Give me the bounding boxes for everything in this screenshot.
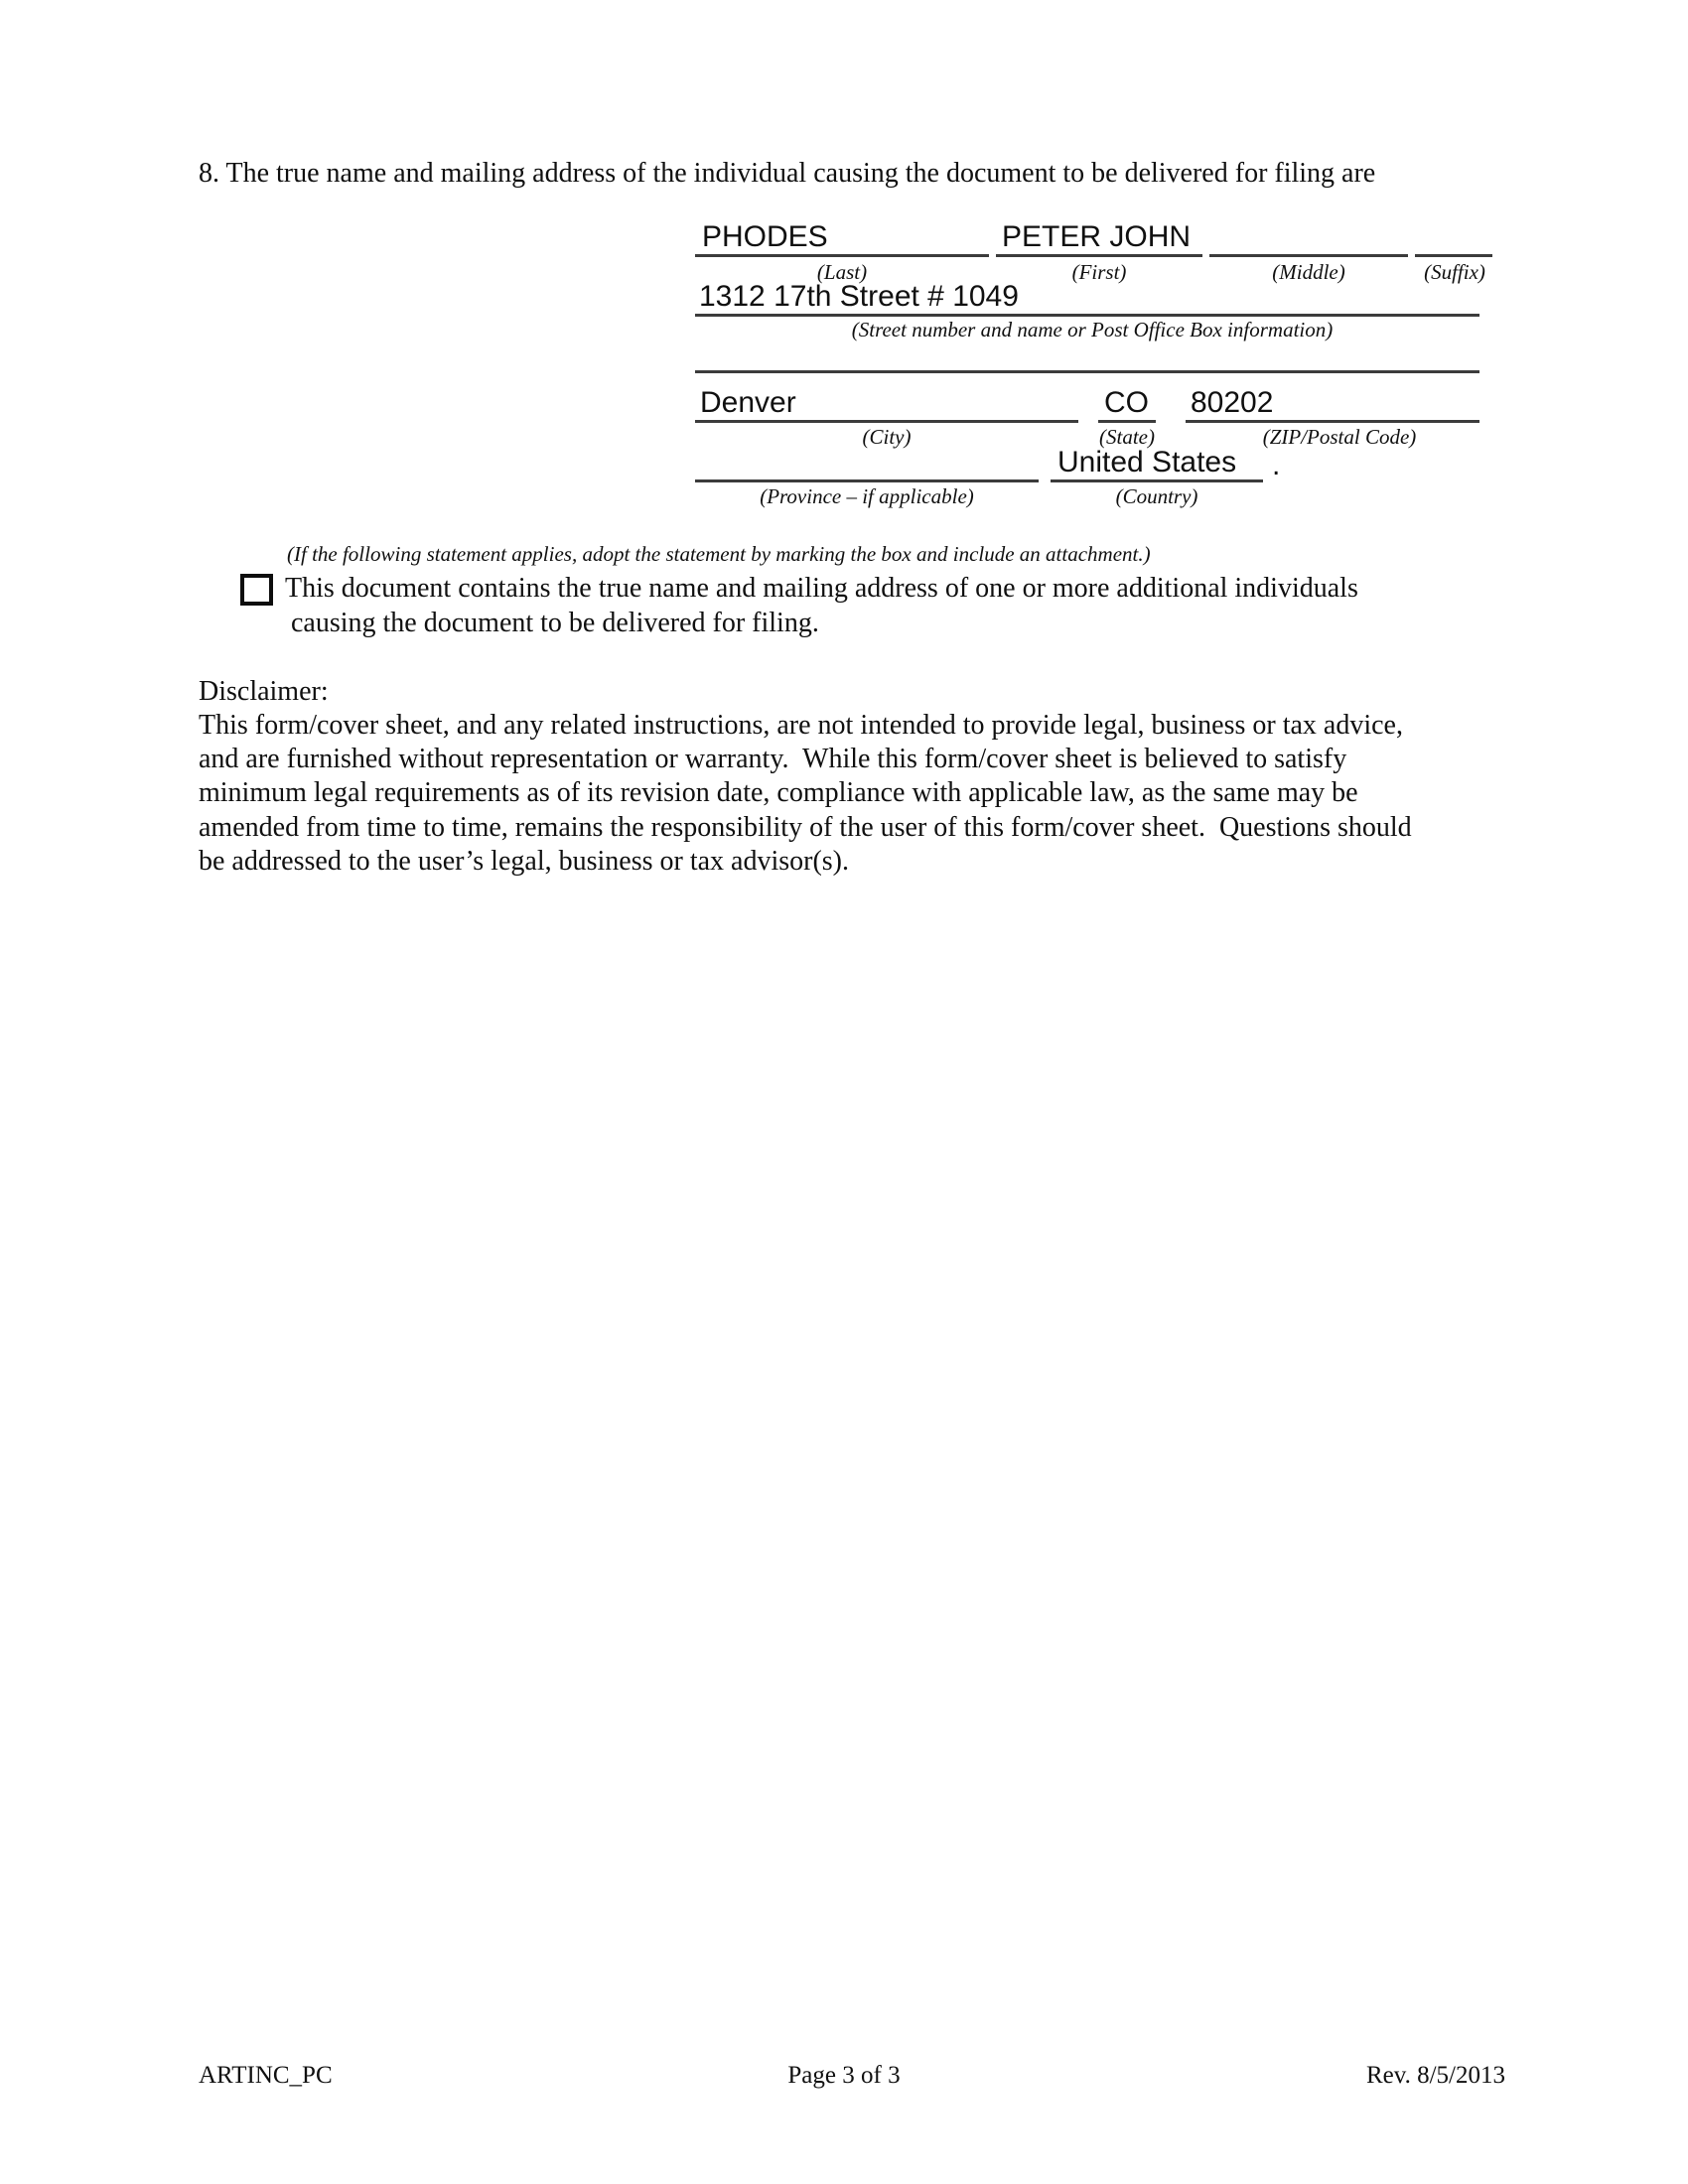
- disclaimer-line: and are furnished without representation or warranty. While this form/cover sheet is believed to satisfy: [199, 744, 1347, 775]
- disclaimer-line: minimum legal requirements as of its revision date, compliance with applicable law, as the same may be: [199, 777, 1358, 809]
- state-caption: (State): [1099, 425, 1155, 449]
- street-address2-field: [695, 329, 1479, 373]
- country-value: United States: [1057, 446, 1237, 478]
- city-field: [695, 378, 1078, 423]
- first-name-caption: (First): [1071, 260, 1127, 284]
- city-caption: (City): [862, 425, 912, 449]
- province-field: [695, 438, 1039, 482]
- zip-field: [1186, 378, 1479, 423]
- disclaimer-line: This form/cover sheet, and any related instructions, are not intended to provide legal, business or tax advice,: [199, 710, 1403, 741]
- item8-heading: 8. The true name and mailing address of the individual causing the document to be delivered for filing are: [199, 158, 1376, 189]
- disclaimer-line: amended from time to time, remains the responsibility of the user of this form/cover sheet. Questions should: [199, 811, 1412, 843]
- suffix-field: [1415, 212, 1492, 257]
- zip-caption: (ZIP/Postal Code): [1262, 425, 1417, 449]
- city-value: Denver: [700, 386, 796, 419]
- attachment-instruction: (If the following statement applies, adopt the statement by marking the box and include an attachment.): [287, 542, 1151, 566]
- additional-individuals-checkbox[interactable]: [240, 574, 273, 606]
- country-period: .: [1272, 449, 1281, 481]
- zip-value: 80202: [1191, 386, 1274, 419]
- disclaimer-paragraph: [199, 709, 1412, 879]
- attachment-statement-line2: causing the document to be delivered for filing.: [291, 608, 819, 638]
- last-name-caption: (Last): [816, 260, 868, 284]
- first-name-field: [996, 212, 1202, 257]
- disclaimer-title: Disclaimer:: [199, 676, 329, 707]
- country-caption: (Country): [1115, 484, 1198, 508]
- first-name-value: PETER JOHN: [1002, 220, 1192, 253]
- last-name-field: [695, 212, 989, 257]
- street-address-caption: (Street number and name or Post Office Box information): [851, 318, 1334, 341]
- suffix-caption: (Suffix): [1424, 260, 1485, 284]
- footer-form-code: ARTINC_PC: [199, 2062, 333, 2089]
- street-address-value: 1312 17th Street # 1049: [699, 280, 1019, 313]
- street-address-field: [695, 272, 1479, 317]
- province-caption: (Province – if applicable): [760, 484, 974, 508]
- attachment-statement-line1: This document contains the true name and mailing address of one or more additional individuals: [285, 573, 1358, 604]
- state-field: [1098, 378, 1156, 423]
- country-field: [1051, 438, 1263, 482]
- footer-revision-date: Rev. 8/5/2013: [1365, 2062, 1505, 2089]
- state-value: CO: [1104, 386, 1149, 419]
- middle-name-field: [1209, 212, 1408, 257]
- footer-page-number: Page 3 of 3: [787, 2062, 901, 2089]
- last-name-value: PHODES: [702, 220, 828, 253]
- middle-name-caption: (Middle): [1272, 260, 1345, 284]
- disclaimer-line: be addressed to the user’s legal, business or tax advisor(s).: [199, 845, 849, 877]
